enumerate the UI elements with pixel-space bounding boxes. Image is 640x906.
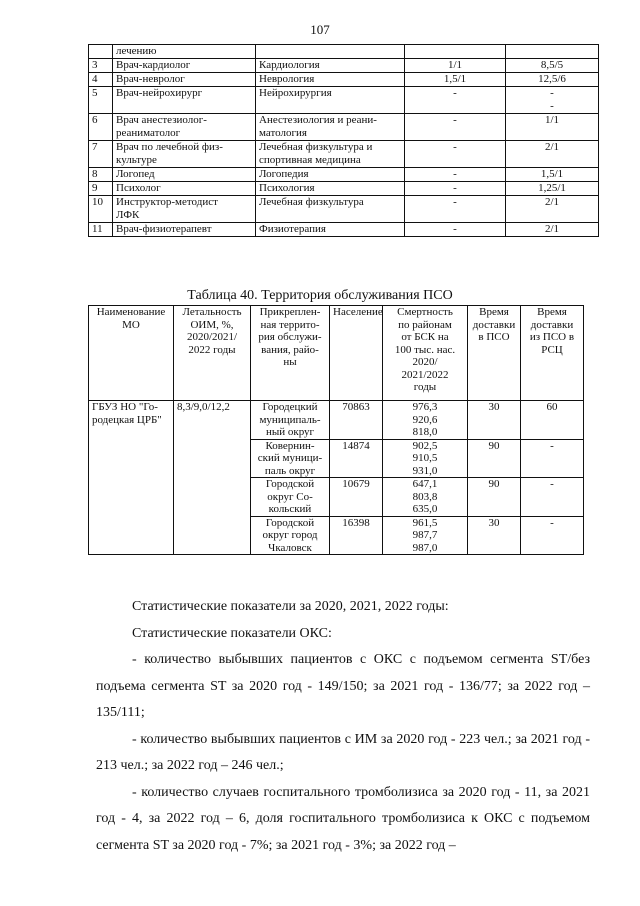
column-header: Смертность по районам от БСК на 100 тыс. нас. 2020/ 2021/2022 годы (383, 306, 468, 401)
position-cell: Инструктор-методист ЛФК (113, 196, 256, 223)
population-cell: 14874 (330, 439, 383, 478)
column-header: Наименование МО (89, 306, 174, 401)
paragraph-oks-patients: - количество выбывших пациентов с ОКС с подъемом сегмента ST/без подъема сегмента ST за 2020 год - 149/150; за 2021 год - 136/77; за 2022 год – 135/111; (96, 652, 590, 720)
paragraph-oks-heading: Статистические показатели ОКС: (132, 625, 332, 641)
value-cell: 1,5/1 (506, 168, 599, 182)
value-cell: 1,25/1 (506, 182, 599, 196)
row-number: 7 (89, 141, 113, 168)
delivery-rsc-cell: - (521, 439, 584, 478)
territory-table (88, 305, 584, 555)
specialty-cell (256, 45, 405, 59)
value-cell: - - (506, 87, 599, 114)
value-cell: 2/1 (506, 223, 599, 237)
value-cell: 1/1 (506, 114, 599, 141)
value-cell (405, 45, 506, 59)
territory-cell: Ковернин- ский муници- паль округ (251, 439, 330, 478)
value-cell: - (405, 196, 506, 223)
delivery-rsc-cell: 60 (521, 401, 584, 440)
value-cell: 8,5/5 (506, 59, 599, 73)
table-row (89, 223, 599, 237)
delivery-pso-cell: 30 (468, 401, 521, 440)
bsk-mortality-cell: 902,5 910,5 931,0 (383, 439, 468, 478)
territory-cell: Городской округ город Чкаловск (251, 516, 330, 555)
specialty-cell: Лечебная физкультура (256, 196, 405, 223)
position-cell: лечению (113, 45, 256, 59)
row-number (89, 45, 113, 59)
statistics-text (96, 594, 590, 859)
table-row (89, 168, 599, 182)
column-header: Летальность ОИМ, %, 2020/2021/ 2022 годы (174, 306, 251, 401)
value-cell: 2/1 (506, 141, 599, 168)
population-cell: 16398 (330, 516, 383, 555)
territory-cell: Городецкий муниципаль- ный округ (251, 401, 330, 440)
value-cell: 12,5/6 (506, 73, 599, 87)
value-cell: - (405, 168, 506, 182)
specialty-cell: Неврология (256, 73, 405, 87)
specialty-cell: Нейрохирургия (256, 87, 405, 114)
specialty-cell: Лечебная физкультура и спортивная медицина (256, 141, 405, 168)
population-cell: 70863 (330, 401, 383, 440)
value-cell: 1,5/1 (405, 73, 506, 87)
row-number: 5 (89, 87, 113, 114)
value-cell: 2/1 (506, 196, 599, 223)
paragraph-thrombolysis: - количество случаев госпитального тромболизиса за 2020 год - 11, за 2021 год - 4, за 2022 год – 6, доля госпитального тромболизиса к ОКС с подъемом сегмента ST за 2020 год - 7%; за 2021 год - 3%; за 2022 год – (96, 784, 590, 853)
row-number: 6 (89, 114, 113, 141)
delivery-pso-cell: 90 (468, 478, 521, 517)
table-row (89, 141, 599, 168)
table-header-row (89, 306, 584, 401)
table-row (89, 196, 599, 223)
position-cell: Психолог (113, 182, 256, 196)
bsk-mortality-cell: 647,1 803,8 635,0 (383, 478, 468, 517)
table-row (89, 114, 599, 141)
row-number: 8 (89, 168, 113, 182)
specialty-cell: Кардиология (256, 59, 405, 73)
specialty-cell: Физиотерапия (256, 223, 405, 237)
table-40-title: Таблица 40. Территория обслуживания ПСО (187, 288, 453, 303)
value-cell: - (405, 87, 506, 114)
mortality-cell: 8,3/9,0/12,2 (174, 401, 251, 555)
delivery-rsc-cell: - (521, 478, 584, 517)
position-cell: Врач анестезиолог- реаниматолог (113, 114, 256, 141)
value-cell: - (405, 141, 506, 168)
position-cell: Врач-нейрохирург (113, 87, 256, 114)
specialty-cell: Анестезиология и реани- матология (256, 114, 405, 141)
bsk-mortality-cell: 961,5 987,7 987,0 (383, 516, 468, 555)
column-header: Прикреплен- ная террито- рия обслужи- вания, райо- ны (251, 306, 330, 401)
row-number: 3 (89, 59, 113, 73)
delivery-rsc-cell: - (521, 516, 584, 555)
value-cell (506, 45, 599, 59)
position-cell: Врач-кардиолог (113, 59, 256, 73)
table-row (89, 59, 599, 73)
row-number: 10 (89, 196, 113, 223)
population-cell: 10679 (330, 478, 383, 517)
position-cell: Логопед (113, 168, 256, 182)
column-header: Время доставки из ПСО в РСЦ (521, 306, 584, 401)
value-cell: 1/1 (405, 59, 506, 73)
paragraph-mi-patients: - количество выбывших пациентов с ИМ за 2020 год - 223 чел.; за 2021 год - 213 чел.; за 2022 год – 246 чел.; (96, 731, 590, 773)
table-row (89, 45, 599, 59)
delivery-pso-cell: 90 (468, 439, 521, 478)
mo-name-cell: ГБУЗ НО "Го- родецкая ЦРБ" (89, 401, 174, 555)
territory-cell: Городской округ Со- кольский (251, 478, 330, 517)
value-cell: - (405, 223, 506, 237)
position-cell: Врач по лечебной физ- культуре (113, 141, 256, 168)
row-number: 11 (89, 223, 113, 237)
table-row (89, 182, 599, 196)
staff-table (88, 44, 599, 237)
table-row (89, 87, 599, 114)
page-number: 107 (310, 22, 330, 37)
specialty-cell: Психология (256, 182, 405, 196)
delivery-pso-cell: 30 (468, 516, 521, 555)
row-number: 9 (89, 182, 113, 196)
specialty-cell: Логопедия (256, 168, 405, 182)
row-number: 4 (89, 73, 113, 87)
value-cell: - (405, 182, 506, 196)
column-header: Время доставки в ПСО (468, 306, 521, 401)
paragraph-stats-years: Статистические показатели за 2020, 2021, 2022 годы: (132, 599, 449, 614)
position-cell: Врач-физиотерапевт (113, 223, 256, 237)
position-cell: Врач-невролог (113, 73, 256, 87)
value-cell: - (405, 114, 506, 141)
bsk-mortality-cell: 976,3 920,6 818,0 (383, 401, 468, 440)
column-header: Население (330, 306, 383, 401)
table-row (89, 73, 599, 87)
table-row (89, 401, 584, 440)
